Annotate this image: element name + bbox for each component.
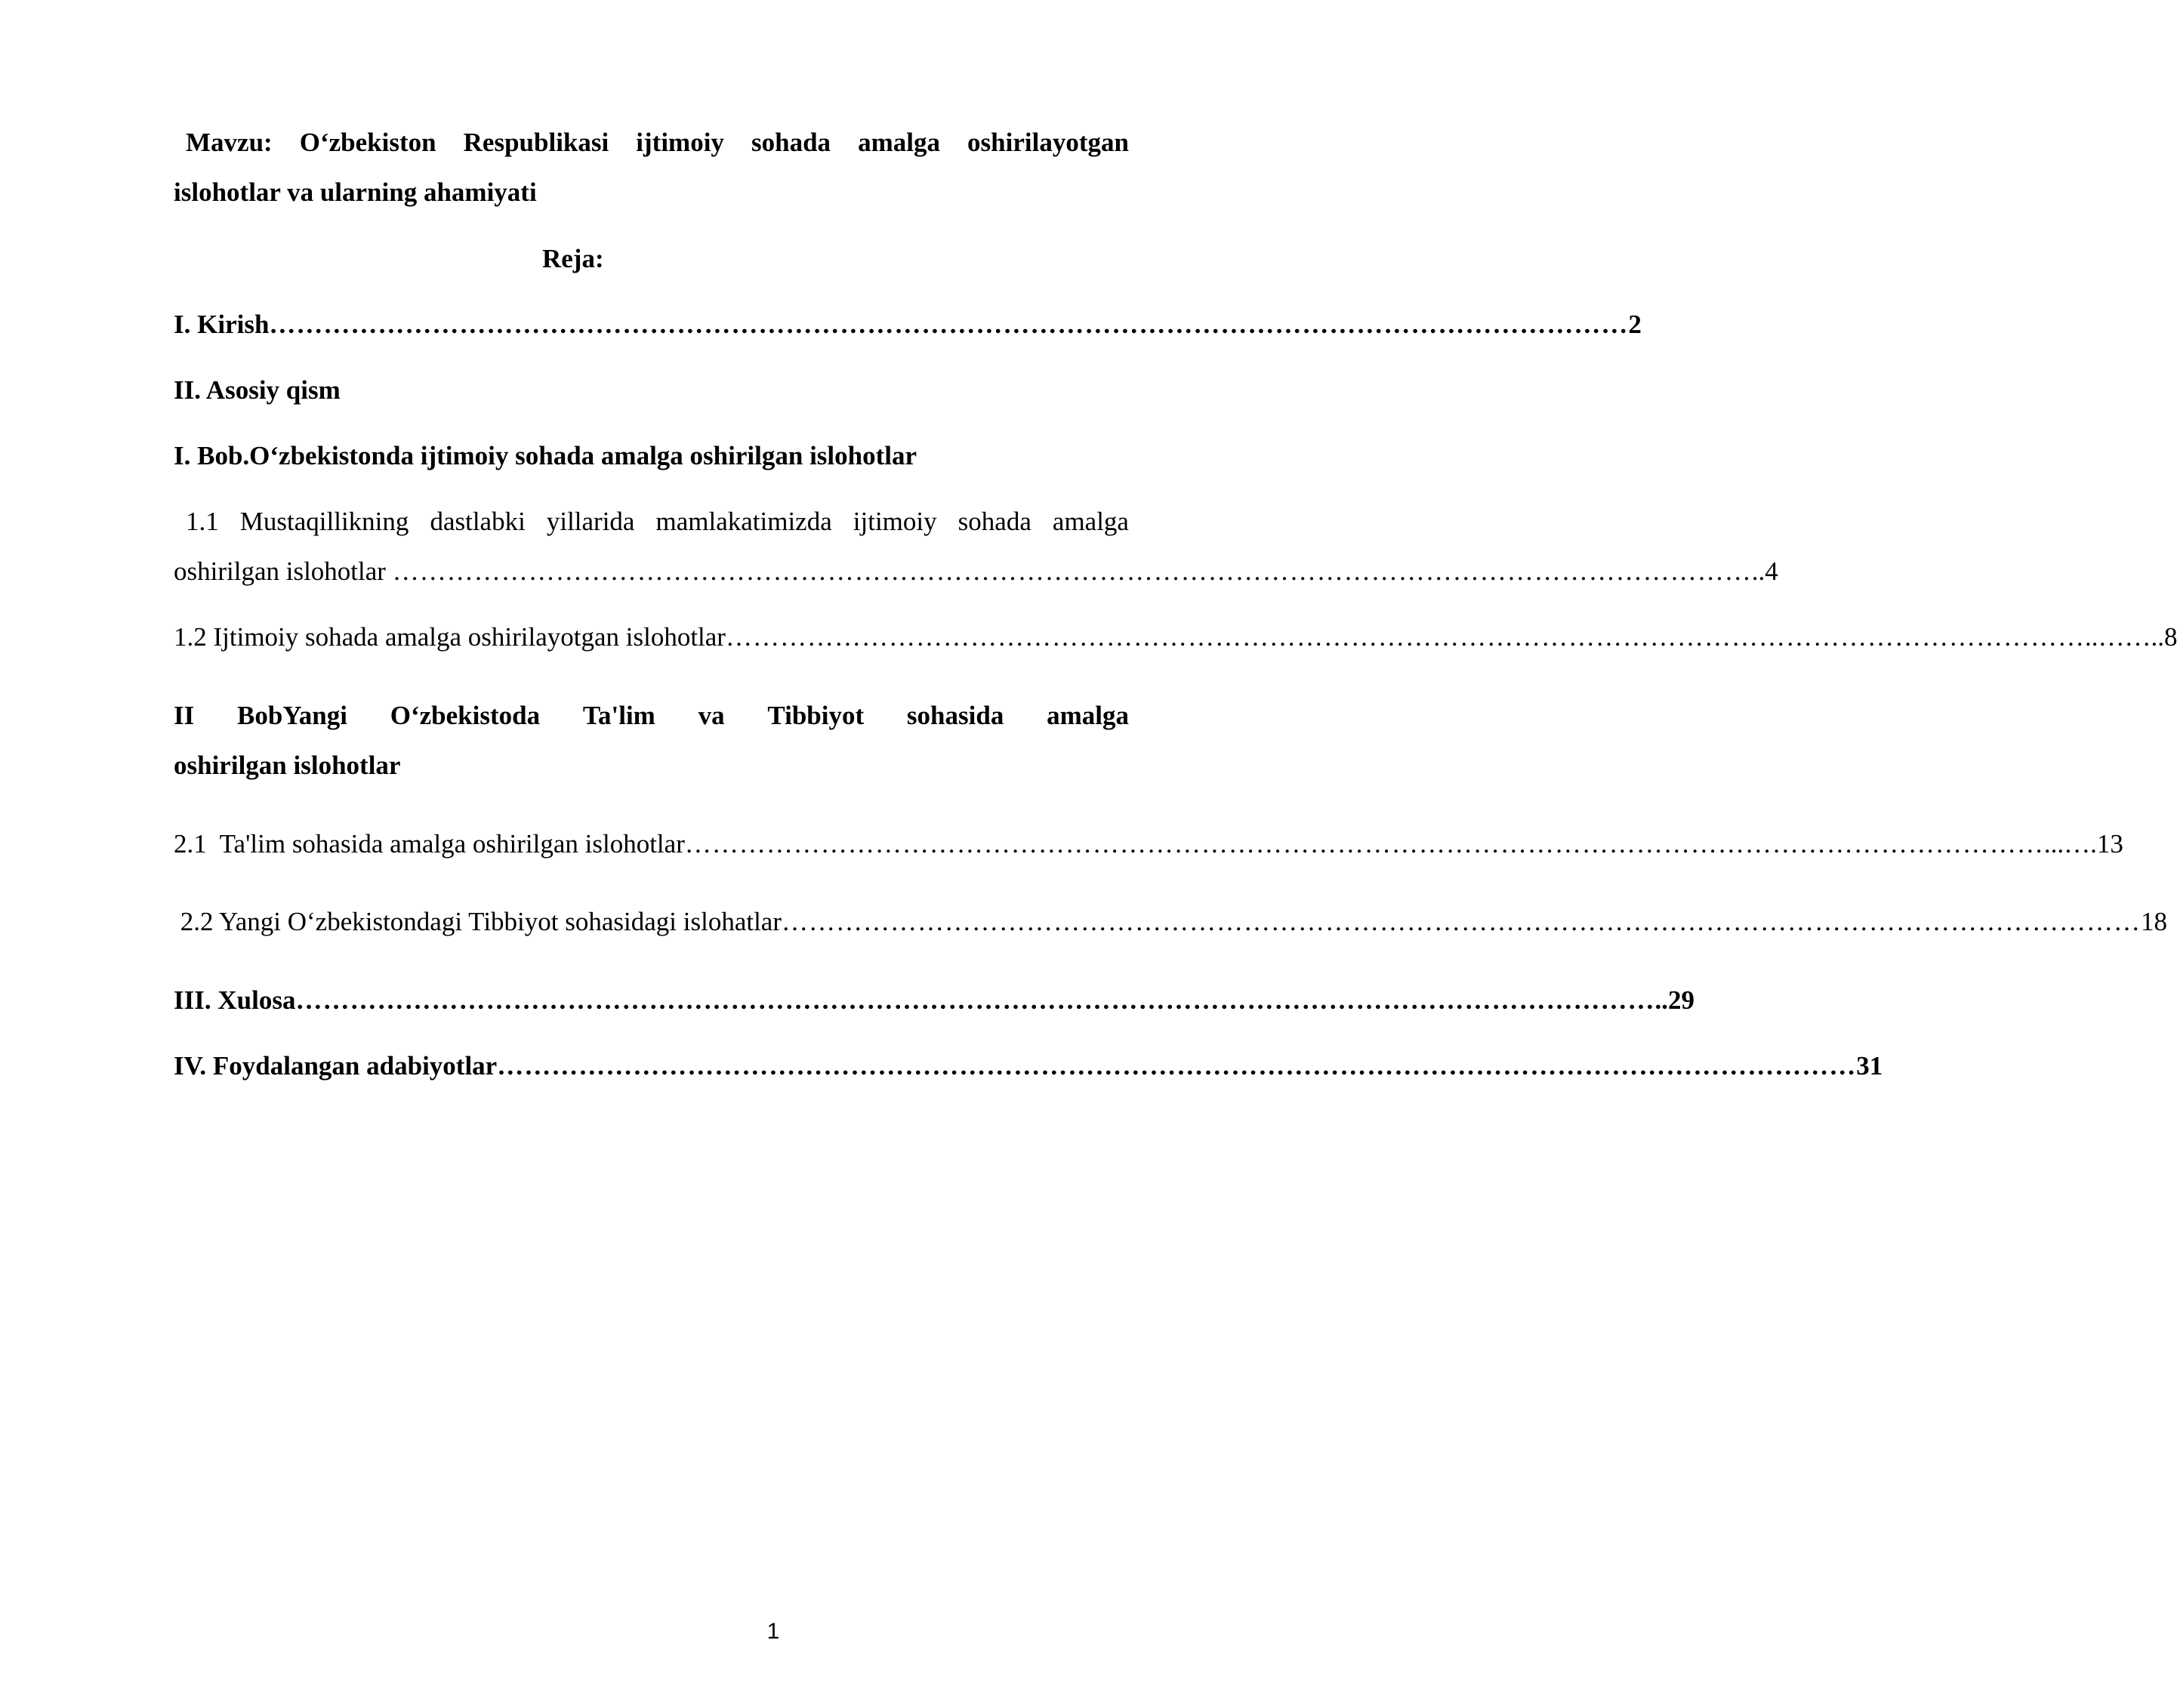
toc-page-number: ..4 [1751,556,1778,586]
toc-entry-kirish [174,309,1642,341]
toc-chapter-2-heading-line-2: oshirilgan islohotlar [174,751,401,780]
toc-entry-xulosa [174,985,1694,1016]
toc-entry-title: 2.1 Ta'lim sohasida amalga oshirilgan islohotlar [174,829,685,859]
page-number: 1 [766,1619,780,1644]
toc-entry-title: oshirilgan islohotlar [174,556,393,586]
topic-word: Respublikasi [463,128,609,157]
toc-word: 1.1 [186,507,219,536]
toc-chapter-1-heading: I. Bob.O‘zbekistonda ijtimoiy sohada amalga oshirilgan islohotlar [174,441,917,470]
toc-word: sohada [957,507,1031,536]
toc-entry-title: 2.2 Yangi O‘zbekistondagi Tibbiyot sohasidagi islohatlar [174,907,782,936]
toc-entry-title: III. Xulosa [174,985,296,1015]
toc-section-asosiy-qism: II. Asosiy qism [174,375,341,405]
toc-word: Mustaqillikning [239,507,409,536]
toc-word: sohasida [906,701,1004,730]
topic-word: ijtimoiy [636,128,724,157]
toc-dot-leader: …………………………………………………………………………………………………………………………………… [392,556,1752,586]
toc-word: Ta'lim [582,701,655,730]
toc-word: dastlabki [430,507,526,536]
toc-word: ijtimoiy [853,507,937,536]
toc-word: yillarida [546,507,635,536]
toc-page-number: ..……..8 [2084,622,2177,652]
toc-entry-adabiyotlar [174,1050,1883,1082]
toc-page-number: ...….13 [2043,829,2123,859]
topic-word: Mavzu: [186,128,273,157]
toc-dot-leader: …………………………………………………………………………………………………………………………………… [782,907,2141,936]
toc-dot-leader: …………………………………………………………………………………………………………………………………… [684,829,2044,859]
toc-page-number: 2 [1628,310,1642,339]
toc-chapter-2-heading-line-1 [174,700,1129,732]
toc-item-1-2 [174,621,2177,653]
topic-word: amalga [858,128,940,157]
toc-dot-leader: …………………………………………………………………………………………………………………………………… [295,985,1655,1015]
topic-line-1 [174,127,1129,159]
toc-page-number: 31 [1856,1051,1883,1081]
toc-word: va [698,701,725,730]
toc-item-2-2 [174,906,2167,938]
toc-word: mamlakatimizda [655,507,832,536]
toc-dot-leader: …………………………………………………………………………………………………………………………………… [497,1051,1857,1081]
toc-item-1-1-line-1 [174,506,1129,538]
topic-word: sohada [751,128,831,157]
toc-dot-leader: …………………………………………………………………………………………………………………………………… [269,310,1629,339]
topic-line-2: islohotlar va ularning ahamiyati [174,177,537,207]
topic-word: O‘zbekiston [299,128,436,157]
toc-entry-title: 1.2 Ijtimoiy sohada amalga oshirilayotgan islohotlar [174,622,726,652]
toc-page-number: ..29 [1654,985,1694,1015]
toc-item-1-1-line-2 [174,556,1778,587]
toc-word: Tibbiyot [767,701,865,730]
toc-word: O‘zbekistoda [390,701,541,730]
toc-page-number: 18 [2141,907,2167,936]
toc-word: BobYangi [237,701,347,730]
toc-dot-leader: …………………………………………………………………………………………………………………………………… [725,622,2085,652]
toc-entry-title: IV. Foydalangan adabiyotlar [174,1051,498,1081]
toc-word: amalga [1047,701,1129,730]
toc-word: II [174,701,195,730]
topic-word: oshirilayotgan [967,128,1129,157]
toc-entry-title: I. Kirish [174,310,270,339]
plan-heading: Reja: [542,244,604,273]
toc-word: amalga [1052,507,1129,536]
toc-item-2-1 [174,828,2123,860]
